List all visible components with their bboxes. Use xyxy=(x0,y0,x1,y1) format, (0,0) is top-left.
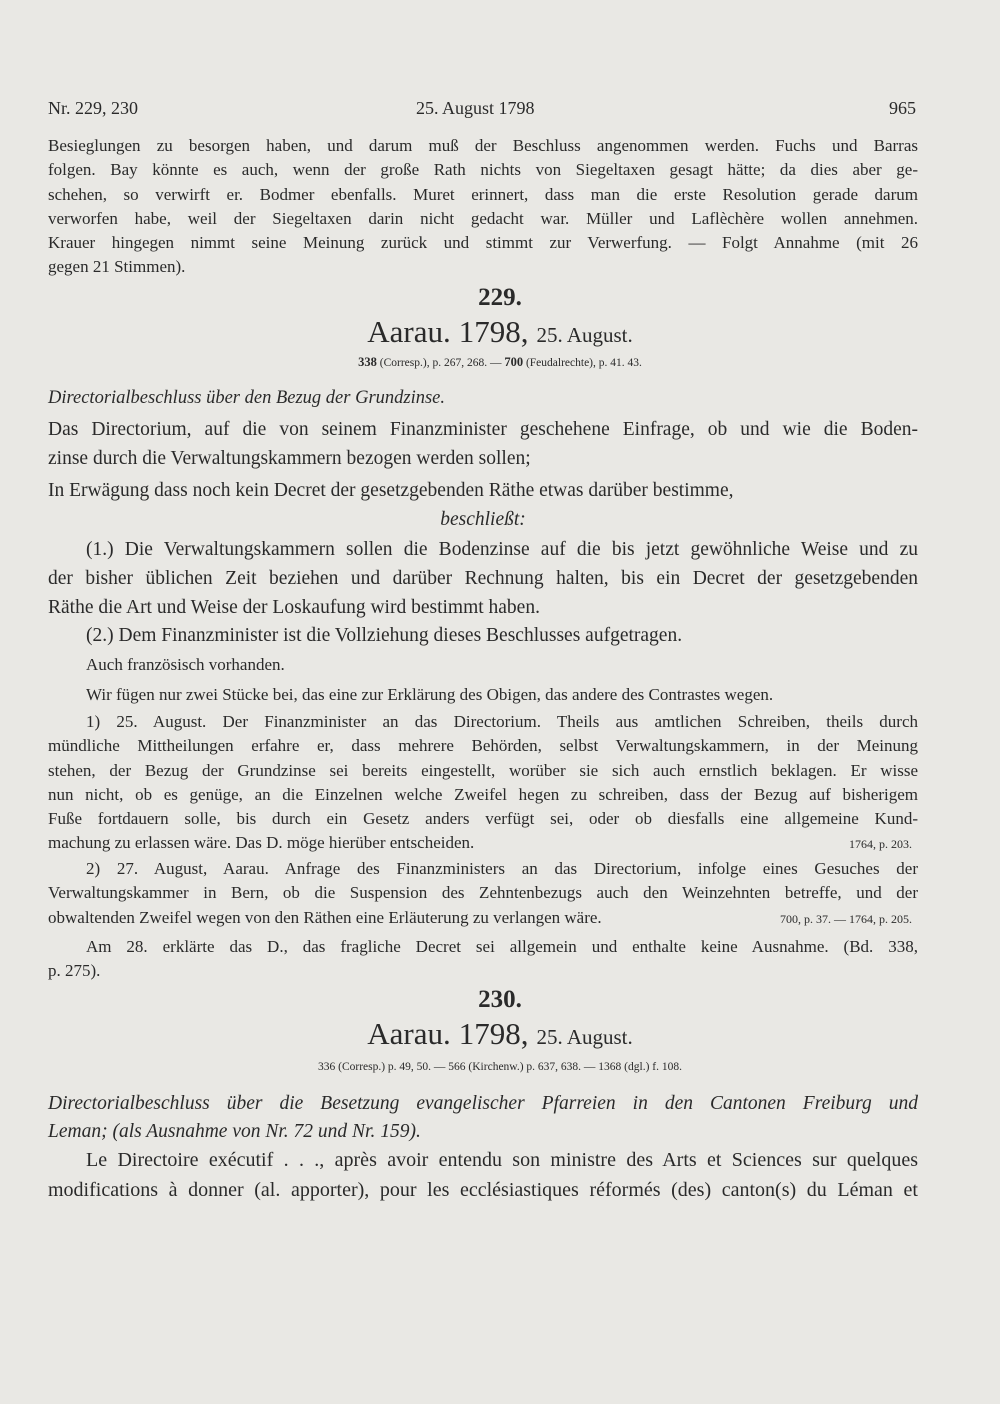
preamble-paragraph xyxy=(48,416,918,474)
french-preamble xyxy=(48,1145,918,1205)
document-number-229: 229. xyxy=(478,284,522,311)
archive-reference: 1764, p. 203. xyxy=(849,837,912,852)
paragraph-line: Fuße fortdauern solle, bis durch ein Gesetz anders verfügt sei, oder ob diesfalls eine allgemeine Kund- xyxy=(48,809,918,829)
header-page-number: 965 xyxy=(889,98,916,118)
paragraph-line: Räthe die Art und Weise der Loskaufung wird bestimmt haben. xyxy=(48,596,540,618)
header-date: 25. August 1798 xyxy=(416,98,535,118)
paragraph-line: Besieglungen zu besorgen haben, und darum muß der Beschluss angenommen werden. Fuchs und Barras xyxy=(48,136,918,155)
paragraph-line: Krauer hingegen nimmt seine Meinung zurück und stimmt zur Verwerfung. — Folgt Annahme (mit 26 xyxy=(48,233,918,253)
heading-year: 1798, xyxy=(458,314,529,349)
paragraph-line: mündliche Mittheilungen erfahre er, dass mehrere Behörden, selbst Verwaltungskammern, in der Meinung xyxy=(48,736,918,756)
paragraph-line: p. 275). xyxy=(48,961,101,981)
paragraph-line: schehen, so verwirft er. Bodmer ebenfalls. Muret erinnert, dass man die erste Resolution gerade darum xyxy=(48,184,918,204)
paragraph-line: nun nicht, ob es genüge, an die Einzelnen welche Zweifel hegen zu schreiben, dass der Bezug auf bisherigem xyxy=(48,784,918,804)
heading-year: 1798, xyxy=(458,1016,529,1051)
ref-volume: 700 xyxy=(504,355,524,369)
archive-references-229 xyxy=(0,355,1000,370)
note-appended-pieces: Wir fügen nur zwei Stücke bei, das eine zur Erklärung des Obigen, das andere des Contrastes wegen. xyxy=(86,685,774,704)
paragraph-line: Das Directorium, auf die von seinem Finanzminister geschehene Einfrage, ob und wie die Boden- xyxy=(48,419,918,440)
paragraph-line: gegen 21 Stimmen). xyxy=(48,257,186,277)
title-line: Directorialbeschluss über die Besetzung evangelischer Pfarreien in den Cantonen Freiburg und xyxy=(48,1093,918,1114)
paragraph-line: der bisher üblichen Zeit beziehen und darüber Rechnung halten, bis ein Decret der gesetzgebenden xyxy=(48,567,918,589)
paragraph-line: folgen. Bay könnte es auch, wenn der große Rath nichts von Siegeltaxen gesagt hätte; da dies aber ge- xyxy=(48,160,918,180)
document-heading-230 xyxy=(0,1016,1000,1052)
ref-note: (Feudalrechte), p. 41. 43. xyxy=(525,357,642,369)
ref-volume: 338 xyxy=(358,355,377,369)
archive-references-230: 336 (Corresp.) p. 49, 50. — 566 (Kirchenw.) p. 637, 638. — 1368 (dgl.) f. 108. xyxy=(317,1061,682,1073)
heading-city: Aarau. xyxy=(367,314,451,349)
article-1 xyxy=(48,536,918,622)
title-line: Leman; (als Ausnahme von Nr. 72 und Nr. 159). xyxy=(48,1121,421,1142)
paragraph-line: stehen, der Bezug der Grundzinse sei bereits eingestellt, worüber sie sich auch ernstlich beklagen. Er wisse xyxy=(48,760,918,780)
paragraph-line: Verwaltungskammer in Bern, ob die Suspension des Zehntenbezugs auch den Weinzehnten betreffe, und der xyxy=(48,883,918,903)
footnote-2 xyxy=(48,857,918,930)
paragraph-line: Le Directoire exécutif . . ., après avoir entendu son ministre des Arts et Sciences sur quelques xyxy=(86,1149,918,1171)
paragraph-line: obwaltenden Zweifel wegen von den Räthen eine Erläuterung zu verlangen wäre. 700, p. 37. — 1764, p. 205. xyxy=(48,906,918,930)
document-title-229: Directorialbeschluss über den Bezug der Grundzinse. xyxy=(48,388,446,408)
paragraph-line: zinse durch die Verwaltungskammern bezogen werden sollen; xyxy=(48,447,531,469)
paragraph-line: Am 28. erklärte das D., das fragliche Decret sei allgemein und enthalte keine Ausnahme. (Bd. 338, xyxy=(86,937,918,956)
document-title-230 xyxy=(48,1090,918,1146)
paragraph-line: 2) 27. August, Aarau. Anfrage des Finanzministers an das Directorium, infolge eines Gesuches der xyxy=(86,859,918,878)
resolution-formula: beschließt: xyxy=(440,509,526,530)
paragraph-line: (2.) Dem Finanzminister ist die Vollziehung dieses Beschlusses aufgetragen. xyxy=(86,625,683,646)
paragraph-line: machung zu erlassen wäre. Das D. möge hierüber entscheiden. 1764, p. 203. xyxy=(48,831,918,855)
archive-reference: 700, p. 37. — 1764, p. 205. xyxy=(780,911,912,926)
paragraph-line: 1) 25. August. Der Finanzminister an das Directorium. Theils aus amtlichen Schreiben, theils durch xyxy=(86,712,918,731)
ref-note: (Corresp.), p. 267, 268. — xyxy=(379,357,502,369)
heading-date: 25. August. xyxy=(536,323,633,347)
article-2 xyxy=(48,622,918,651)
heading-date: 25. August. xyxy=(536,1025,633,1049)
paragraph-line: verworfen habe, weil der Siegeltaxen darin nicht gedacht war. Müller und Laflèchère wollen annehmen. xyxy=(48,208,918,228)
continuation-paragraph xyxy=(48,134,918,280)
footnote-1 xyxy=(48,710,918,856)
paragraph-line: (1.) Die Verwaltungskammern sollen die Bodenzinse auf die bis jetzt gewöhnliche Weise und zu xyxy=(86,539,918,560)
paragraph-line: In Erwägung dass noch kein Decret der gesetzgebenden Räthe etwas darüber bestimme, xyxy=(48,480,734,501)
heading-city: Aarau. xyxy=(367,1016,451,1051)
paragraph-line: modifications à donner (al. apporter), pour les ecclésiastiques réformés (des) canton(s) du Léman et xyxy=(48,1179,918,1201)
document-heading-229 xyxy=(0,314,1000,350)
consideration-paragraph xyxy=(48,477,918,506)
header-document-numbers: Nr. 229, 230 xyxy=(48,98,138,118)
running-header xyxy=(48,98,916,124)
note-french-version: Auch französisch vorhanden. xyxy=(86,655,285,674)
document-number-230: 230. xyxy=(478,986,522,1013)
footnote-3 xyxy=(48,935,918,984)
